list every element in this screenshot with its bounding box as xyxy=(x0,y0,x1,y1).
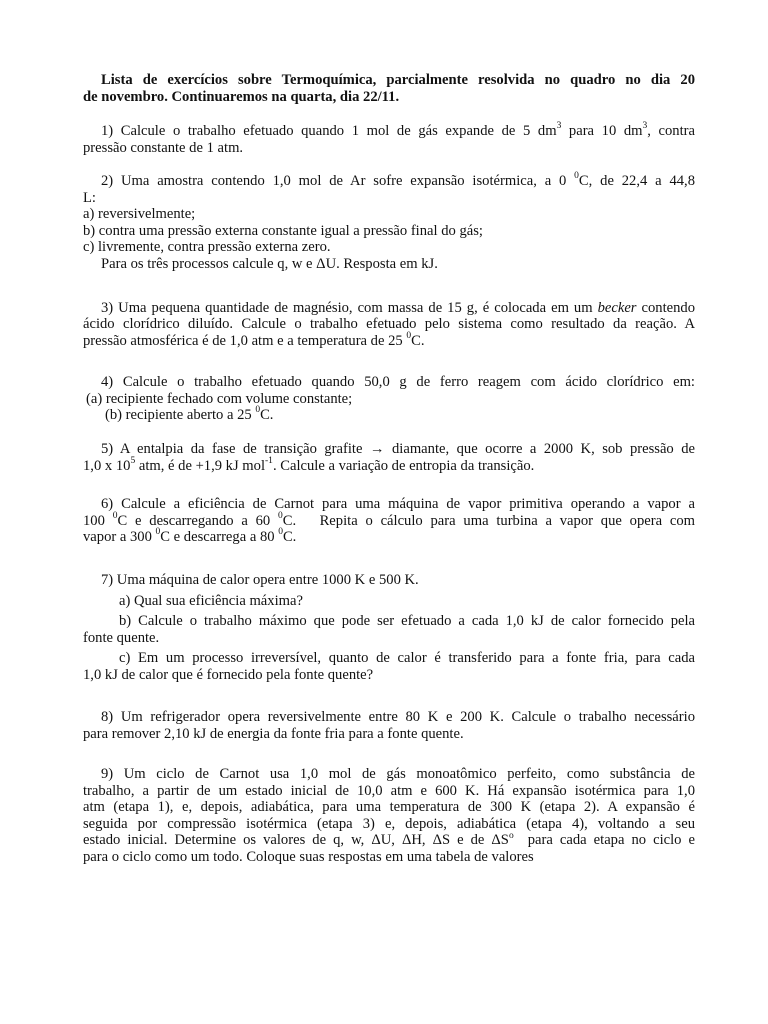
exercise-5-line-1: 5) A entalpia da fase de transição grafite → diamante, que ocorre a 2000 K, sob pressão de xyxy=(101,441,695,457)
exercise-2-line-2: L: xyxy=(83,189,96,206)
exercise-4-line-1: 4) Calcule o trabalho efetuado quando 50,0 g de ferro reagem com ácido clorídrico em: xyxy=(101,374,695,390)
exercise-7-item-b-line-1: b) Calcule o trabalho máximo que pode ser efetuado a cada 1,0 kJ de calor fornecido pela xyxy=(119,613,695,630)
exercise-9-line-3: atm (etapa 1), e, depois, adiabática, para uma temperatura de 300 K (etapa 2). A expansão é xyxy=(83,799,695,816)
exercise-3 xyxy=(83,300,695,349)
exercise-6 xyxy=(83,496,695,546)
exercise-2-line-1: 2) Uma amostra contendo 1,0 mol de Ar sofre expansão isotérmica, a 0 $^0$C, de 22,4 a 44,8 xyxy=(101,171,696,189)
exercise-5 xyxy=(83,441,695,474)
exercise-1-line-1: 1) Calcule o trabalho efetuado quando 1 mol de gás expande de 5 $dm^3$ para 10 $dm^3$, contra xyxy=(101,121,695,139)
exercise-1-line-2: pressão constante de 1 atm. xyxy=(83,139,244,156)
document-header xyxy=(83,72,695,105)
exercise-9-line-6: para o ciclo como um todo. Coloque suas respostas em uma tabela de valores xyxy=(83,848,534,865)
exercise-1 xyxy=(83,123,695,156)
exercise-8 xyxy=(83,709,695,742)
exercise-6-line-1: 6) Calcule a eficiência de Carnot para uma máquina de vapor primitiva operando a vapor a xyxy=(101,496,695,512)
exercise-2-item-b: b) contra uma pressão externa constante igual a pressão final do gás; xyxy=(83,222,483,239)
exercise-3-line-2: ácido clorídrico diluído. Calcule o trabalho efetuado pelo sistema como resultado da reação. A xyxy=(83,316,695,333)
exercise-9-line-4: seguida por compressão isotérmica (etapa 3) e, depois, adiabática (etapa 4), voltando a seu xyxy=(83,815,695,832)
exercise-4 xyxy=(83,374,695,424)
header-line-1: Lista de exercícios sobre Termoquímica, parcialmente resolvida no quadro no dia 20 xyxy=(101,72,695,88)
header-line-2: de novembro. Continuaremos na quarta, dia 22/11. xyxy=(83,88,400,105)
exercise-5-line-2: 1,0 x $10^5$ atm, é de +1,9 kJ mol$^{-1}$. Calcule a variação de entropia da transição. xyxy=(83,455,535,474)
exercise-9-line-2: trabalho, a partir de um estado inicial de 10,0 atm e 600 K. Há expansão isotérmica para 1,0 xyxy=(83,782,695,799)
exercise-7-line-1: 7) Uma máquina de calor opera entre 1000 K e 500 K. xyxy=(101,572,419,588)
exercise-4-item-b: (b) recipiente aberto a 25 $^0$C. xyxy=(105,405,274,424)
exercise-7-item-a: a) Qual sua eficiência máxima? xyxy=(119,592,303,609)
exercise-9-line-5: estado inicial. Determine os valores de q, w, ΔU, ΔH, ΔS e de $\Delta S^o$ para cada etapa no ciclo e xyxy=(83,830,695,849)
exercise-8-line-2: para remover 2,10 kJ de energia da fonte fria para a fonte quente. xyxy=(83,725,464,742)
exercise-3-line-1: 3) Uma pequena quantidade de magnésio, com massa de 15 g, é colocada em um becker contendo xyxy=(101,300,695,316)
exercise-2-item-a: a) reversivelmente; xyxy=(83,206,196,223)
exercise-8-line-1: 8) Um refrigerador opera reversivelmente entre 80 K e 200 K. Calcule o trabalho necessário xyxy=(101,709,695,725)
exercise-2 xyxy=(83,173,695,273)
exercise-7-item-c-line-1: c) Em um processo irreversível, quanto de calor é transferido para a fonte fria, para cada xyxy=(119,650,695,667)
exercise-7-item-c-line-2: 1,0 kJ de calor que é fornecido pela fonte quente? xyxy=(83,666,374,683)
exercise-7-item-b-line-2: fonte quente. xyxy=(83,629,160,646)
exercise-6-line-3: vapor a 300 $^0$C e descarrega a 80 $^0$C. xyxy=(83,527,297,546)
exercise-9-line-1: 9) Um ciclo de Carnot usa 1,0 mol de gás monoatômico perfeito, como substância de xyxy=(101,766,695,782)
exercise-3-line-3: pressão atmosférica é de 1,0 atm e a temperatura de 25 $^0$C. xyxy=(83,330,425,349)
exercise-7 xyxy=(83,572,695,684)
exercise-2-item-c: c) livremente, contra pressão externa zero. xyxy=(83,239,331,256)
exercise-6-line-2: 100 $^0$C e descarregando a 60 $^0$C. Repita o cálculo para uma turbina a vapor que opera com xyxy=(83,510,696,529)
exercise-2-instruction: Para os três processos calcule q, w e ΔU. Resposta em kJ. xyxy=(101,255,438,272)
exercise-9 xyxy=(83,766,695,866)
exercise-4-item-a: (a) recipiente fechado com volume constante; xyxy=(86,390,353,407)
